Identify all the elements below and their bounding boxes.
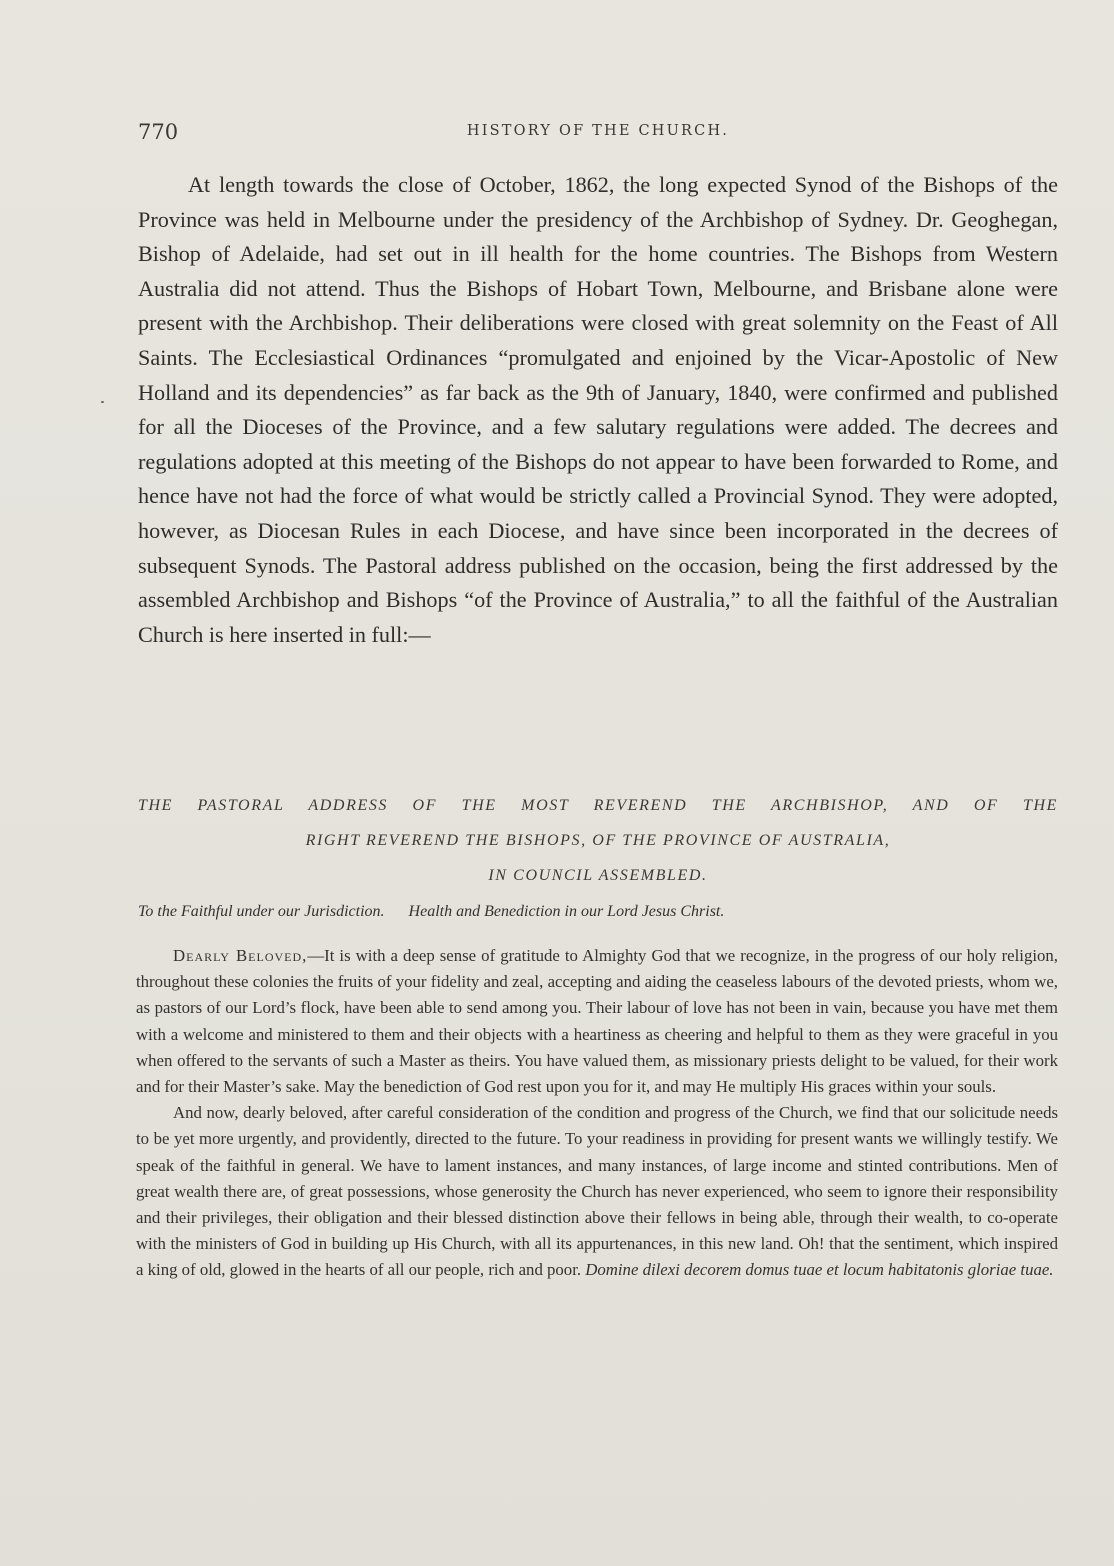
salutation-to: To the Faithful under our Jurisdiction. [138,903,385,920]
pastoral-letter [136,943,1058,1284]
paper-speck [101,401,104,403]
letter-paragraph-2-text: And now, dearly beloved, after careful consideration of the condition and progress of the Church, we find that our solicitude needs to be yet more urgently, and providently, directed to the future. To your readiness in providing for present wants we willingly testify. We speak of the faithful in general. We have to lament instances, and many instances, of large income and stinted contributions. Men of great wealth there are, of great possessions, whose generosity the Church has never experienced, who seem to ignore their responsibility and their privileges, their obligation and their blessed distinction above their fellows in being able, through their wealth, to co-operate with the ministers of God in building up His Church, with all its appurtenances, in this new land. Oh! that the sentiment, which inspired a king of old, glowed in the hearts of all our people, rich and poor. [136,1103,1058,1280]
salutation-blessing: Health and Benediction in our Lord Jesus Christ. [408,903,725,920]
heading-line-2: RIGHT REVEREND THE BISHOPS, OF THE PROVINCE OF AUSTRALIA, [305,832,891,849]
letter-paragraph-1-text: —It is with a deep sense of gratitude to Almighty God that we recognize, in the progress of our holy religion, throughout these colonies the fruits of your fidelity and zeal, accepting and aiding the ceaseless labours of the devoted priests, whom we, as pastors of our Lord’s flock, have been able to send among you. Their labour of love has not been in vain, because you have met them with a welcome and ministered to them and their objects with a heartiness as cheering and helpful to them as they were graceful in you when offered to the servants of such a Master as theirs. You have valued them, as missionary priests delight to be valued, for their work and for their Master’s sake. May the benediction of God rest upon you for it, and may He multiply His graces within your souls. [136,946,1058,1097]
running-head [138,120,1058,146]
letter-paragraph-2 [136,1100,1058,1283]
pastoral-address-heading [138,788,1058,893]
body-paragraph: At length towards the close of October, 1862, the long expected Synod of the Bishops of the Province was held in Melbourne under the presidency of the Archbishop of Sydney. Dr. Geoghegan, Bishop of Adelaide, had set out in ill health for the home countries. The Bishops from Western Australia did not attend. Thus the Bishops of Hobart Town, Melbourne, and Brisbane alone were present with the Archbishop. Their deliberations were closed with great solemnity on the Feast of All Saints. The Ecclesiastical Ordinances “promulgated and enjoined by the Vicar-Apostolic of New Holland and its dependencies” as far back as the 9th of January, 1840, were confirmed and published for all the Dioceses of the Province, and a few salutary regulations were added. The decrees and regulations adopted at this meeting of the Bishops do not appear to have been forwarded to Rome, and hence have not had the force of what would be strictly called a Provincial Synod. They were adopted, however, as Diocesan Rules in each Diocese, and have since been incorporated in the decrees of subsequent Synods. The Pastoral address published on the occasion, being the first addressed by the assembled Archbishop and Bishops “of the Province of Australia,” to all the faithful of the Australian Church is here inserted in full:— [138,172,1058,647]
heading-line-1: THE PASTORAL ADDRESS OF THE MOST REVEREND THE ARCHBISHOP, AND OF THE [138,797,1058,814]
running-title: HISTORY OF THE CHURCH. [466,123,730,139]
salutation [138,903,1058,921]
latin-quote: Domine dilexi decorem domus tuae et locum habitatonis gloriae tuae. [585,1260,1054,1280]
opening-words: Dearly Beloved, [173,946,308,965]
page-number: 770 [138,120,179,144]
heading-line-3: IN COUNCIL ASSEMBLED. [488,867,708,884]
letter-paragraph-1 [136,943,1058,1100]
